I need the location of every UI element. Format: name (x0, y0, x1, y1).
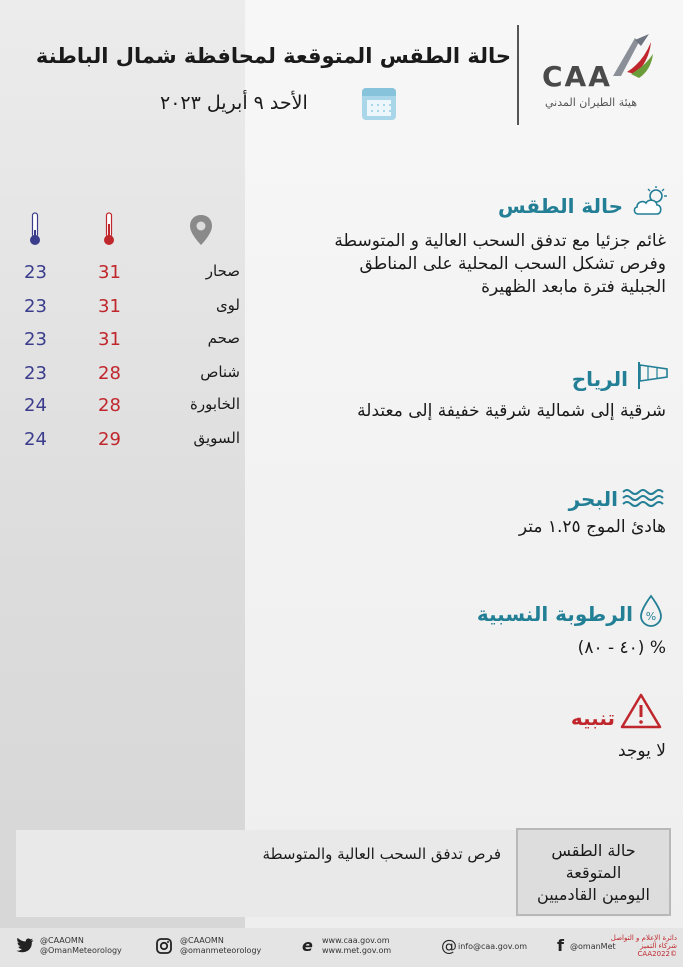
city-name: السويق (193, 429, 240, 447)
forecast-label-line: اليومين القادميين (537, 885, 650, 904)
twitter-handle[interactable]: @CAAOMN (40, 936, 84, 945)
sea-section (519, 516, 666, 539)
city-row (20, 429, 240, 459)
facebook-link[interactable]: @omanMet (570, 942, 616, 951)
city-name: لوى (215, 296, 240, 314)
wind-section (357, 400, 666, 423)
humidity-title: الرطوبة النسبية (476, 602, 633, 626)
warning-icon (620, 693, 662, 729)
min-temp: 23 (24, 329, 47, 350)
website-link[interactable]: www.caa.gov.om (322, 936, 390, 945)
caa-logo-mark (605, 32, 655, 80)
instagram-handles[interactable] (180, 936, 261, 956)
city-row (20, 329, 240, 359)
websites[interactable] (322, 936, 391, 956)
humidity-drop-icon (638, 594, 664, 628)
instagram-handle[interactable]: @CAAOMN (180, 936, 224, 945)
temperature-panel (0, 0, 245, 967)
twitter-handles[interactable] (40, 936, 122, 956)
min-temp: 23 (24, 363, 47, 384)
page-title: حالة الطقس المتوقعة لمحافظة شمال الباطنة (35, 44, 511, 68)
forecast-label-line: المتوقعة (565, 863, 622, 882)
calendar-icon (362, 88, 396, 120)
copyright-line: شركاء التميز (640, 942, 677, 950)
humidity-section-header (477, 602, 633, 626)
weather-line: الجبلية فترة مابعد الظهيرة (481, 277, 666, 297)
weather-line: وفرص تشكل السحب المحلية على المناطق (359, 254, 666, 274)
caa-logo-text: CAA (542, 60, 612, 93)
warning-text: لا يوجد (617, 741, 666, 761)
humidity-section (578, 637, 666, 660)
partly-cloudy-icon (632, 186, 670, 218)
min-temp: 24 (24, 395, 47, 416)
city-name: الخابورة (189, 395, 240, 413)
max-temp: 28 (98, 395, 121, 416)
email-icon[interactable]: @ (441, 936, 457, 955)
warning-title: تنبيه (570, 706, 615, 730)
caa-logo-subtitle: هيئة الطيران المدني (545, 96, 638, 109)
website-link[interactable]: www.met.gov.om (322, 946, 392, 955)
city-row (20, 363, 240, 393)
weather-section (334, 230, 666, 299)
warning-section-header (571, 706, 615, 730)
twitter-handle[interactable]: @OmanMeteorology (40, 946, 122, 955)
max-temp: 29 (98, 429, 121, 450)
instagram-icon[interactable] (156, 938, 172, 954)
humidity-text: % (٤٠ - ٨٠) (577, 638, 666, 658)
city-row (20, 262, 240, 292)
web-icon[interactable]: e (302, 936, 313, 955)
content-panel (245, 0, 683, 967)
instagram-handle[interactable]: @omanmeteorology (180, 946, 262, 955)
min-temp: 23 (24, 262, 47, 283)
email-link[interactable]: info@caa.gov.om (458, 942, 528, 951)
facebook-icon[interactable]: f (557, 936, 564, 955)
forecast-date: الأحد ٩ أبريل ٢٠٢٣ (160, 92, 308, 114)
sea-text: هادئ الموج ١.٢٥ متر (518, 517, 666, 537)
wind-section-header (572, 367, 628, 391)
max-temp: 31 (98, 329, 121, 350)
wind-title: الرياح (571, 367, 628, 391)
warning-section (618, 740, 666, 763)
forecast-text: فرص تدفق السحب العالية والمتوسطة (262, 845, 501, 863)
copyright-line: دائرة الإعلام و التواصل (610, 934, 677, 942)
sea-title: البحر (568, 487, 618, 511)
max-temp: 31 (98, 296, 121, 317)
weather-line: غائم جزئيا مع تدفق السحب العالية و المتوسطة (334, 231, 666, 251)
forecast-label-line: حالة الطقس (551, 841, 636, 860)
city-name: صحار (205, 262, 240, 280)
waves-icon (622, 487, 664, 509)
forecast-label (516, 828, 671, 916)
location-pin-icon (188, 214, 214, 246)
thermometer-min-icon (28, 212, 42, 246)
max-temp: 31 (98, 262, 121, 283)
city-row (20, 395, 240, 425)
city-name: شناص (200, 363, 240, 381)
svg-text:%: % (645, 610, 657, 623)
thermometer-max-icon (102, 212, 116, 246)
city-row (20, 296, 240, 326)
min-temp: 24 (24, 429, 47, 450)
wind-text: شرقية إلى شمالية شرقية خفيفة إلى معتدلة (357, 401, 666, 421)
max-temp: 28 (98, 363, 121, 384)
city-name: صحم (207, 329, 240, 347)
sea-section-header (569, 487, 618, 511)
copyright (611, 934, 677, 958)
weather-section-header (498, 194, 623, 218)
copyright-line: ©CAA2022 (637, 950, 677, 958)
twitter-icon[interactable] (16, 938, 34, 954)
windsock-icon (636, 360, 670, 390)
header-divider (517, 25, 519, 125)
weather-title: حالة الطقس (497, 194, 623, 218)
min-temp: 23 (24, 296, 47, 317)
